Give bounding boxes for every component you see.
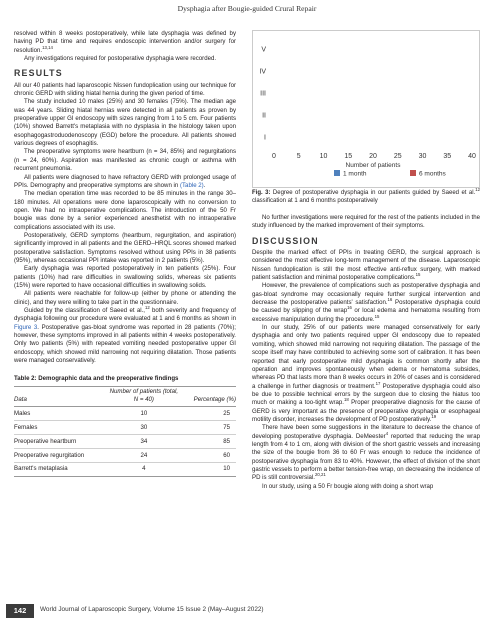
paragraph: There have been some suggestions in the literature to decrease the chance of developing postoperative dysphagia. DeMeester$^4$ reported that reducing the wrap length from 4 to 1 cm, along with division of the short gastric vessels and increasing the size of the bougie from 36 to 60 Fr was enough to reduce the incidence of postoperative dysphagia from 83 to 40%. However, the effect of division of the short gastric vessels to perform a better tension-free wrap, on decreasing the incidence of PD is still controversial.$^{20,21}$ (252, 424, 480, 482)
y-tick-label: V (261, 46, 266, 54)
page-number: 142 (6, 604, 34, 618)
running-head: Dysphagia after Bougie-guided Crural Repair (177, 4, 317, 13)
legend-swatch (334, 170, 340, 176)
x-tick-label: 0 (272, 153, 276, 160)
paragraph: All our 40 patients had laparoscopic Nissen fundoplication using our technique for chronic GERD with sliding hiatal hernia during the given period of time. (14, 81, 236, 98)
legend-swatch (410, 170, 416, 176)
paragraph: Despite the marked effect of PPIs in treating GERD, the surgical approach is considered the most effective long-term management of the disease. Laparoscopic Nissen fundoplication is still the most effective anti-reflux surgery, with marked patient satisfaction and minimal postoperative complications.$^{15}$ (252, 249, 480, 282)
paragraph: All patients were diagnosed to have refractory GERD with prolonged usage of PPIs. Demography and preoperative symptoms are shown in (Table 2). (14, 173, 236, 189)
discussion-heading: DISCUSSION (252, 235, 319, 246)
paragraph: In our study, 25% of our patients were managed conservatively for early dysphagia and only two patients required upper GI endoscopy due to repeated vomiting, which showed mild narrowing not requiring dilatation. The passage of the scope itself may have contributed to achieving some sort of calibration. It has been reported that early postoperative mild dysphagia is common shortly after the operation and improves spontaneously when edema or hematoma subsides, whereas PD that lasts more than 8 weeks occurs in 20% of cases and is considered a challenge in further diagnosis or treatment.$^{17}$ Postoperative dysphagia could also be due to possible technical errors by the surgeon due to closing the hiatus too much or making a too-tight wrap.$^{18}$ Proper preoperative diagnosis for the cause of GERD is very important as the presence of preoperative dysphagia or esophageal motility disorder, increases the development of PD postoperatively.$^{19}$ (252, 324, 480, 423)
paragraph: resolved within 8 weeks postoperatively, while late dysphagia was defined by having PD that time and requires endoscopic intervention and/or surgery for resolution.$^{13,14}$ (14, 30, 236, 54)
paragraph: All patients were reachable for follow-up (either by phone or attending the clinic), and they were willing to take part in the questionnaire. (14, 290, 236, 306)
table-row: Females 30 75 (14, 421, 236, 435)
right-column (252, 189, 480, 491)
table-row: Barrett's metaplasia 4 10 (14, 463, 236, 477)
left-column (14, 30, 236, 477)
results-heading: RESULTS (14, 68, 63, 79)
paragraph: Postoperatively, GERD symptoms (heartburn, regurgitation, and aspiration) significantly improved in all patients and the GERD–HRQL scores showed marked postoperative satisfaction. Symptoms resolved without using PPIs in 38 patients (95%), whereas occasional PPI intake was reported in 2 patients (5%). (14, 231, 236, 264)
y-tick-label: IV (259, 68, 266, 76)
paragraph: In our study, using a 50 Fr bougie along with doing a short wrap (262, 482, 434, 490)
figure-link[interactable]: Figure 3 (14, 323, 38, 331)
x-axis-label: Number of patients (345, 162, 401, 169)
paragraph: The median operation time was recorded to be 85 minutes in the range 30–180 minutes. All operations were done laparoscopically with no conversion to open. We had no intraoperative complications. The introduction of the 50 Fr bougie was done by a senior experienced anesthetist with no intraoperative complications associated with its use. (14, 190, 236, 231)
table-caption: Table 2: Demographic data and the preoperative findings (14, 375, 179, 383)
y-tick-label: II (262, 112, 266, 120)
x-tick-label: 35 (443, 153, 452, 160)
figure-caption: Fig. 3: Degree of postoperative dysphagia in our patients guided by Saeed et al.$^{12}$ classification at 1 and 6 months postoperatively (252, 187, 481, 204)
paragraph: Any investigations required for postoperative dysphagia were recorded. (24, 55, 217, 63)
figure-3 (252, 30, 480, 188)
table-row: Preoperative heartburn 34 85 (14, 435, 236, 449)
y-tick-label: I (264, 134, 266, 142)
paragraph: The preoperative symptoms were heartburn (n = 34, 85%) and regurgitations (n = 24, 60%). Aspiration was manifested as chronic cough or asthma with recurrent pneumonia. (14, 148, 236, 173)
paragraph: Guided by the classification of Saeed et al.,$^{12}$ both severity and frequency of dysphagia following our procedure were evaluated at 1 and 6 months as shown in Figure 3. Postoperative gas-bloat syndrome was reported in 28 patients (70%); however, these symptoms improved in all patients within 4 weeks postoperatively. Only two patients (5%) with repeated vomiting needed postoperative upper GI endoscopy, which showed mild narrowing not requiring dilatation. Those patients were managed conservatively. (14, 304, 236, 365)
paragraph: Early dysphagia was reported postoperatively in ten patients (25%). Four patients (10%) had rare difficulties in swallowing solids, whereas six patients (15%) were reported to have occasional difficulties in swallowing solids. (14, 265, 236, 289)
x-tick-label: 40 (468, 153, 476, 160)
x-tick-label: 25 (393, 153, 402, 160)
journal-citation: World Journal of Laparoscopic Surgery, Volume 15 Issue 2 (May–August 2022) (40, 606, 264, 613)
demographics-table (14, 386, 236, 477)
paragraph: No further investigations were required for the rest of the patients included in the study influenced by the marked improvement of their symptoms. (252, 214, 480, 230)
x-tick-label: 5 (296, 153, 301, 160)
table-header: Percentage (%) (180, 386, 236, 407)
y-tick-label: III (260, 90, 266, 98)
x-tick-label: 30 (418, 153, 427, 160)
table-row: Preoperative regurgitation 24 60 (14, 449, 236, 463)
page-footer (0, 600, 494, 622)
legend-label: 6 months (419, 170, 446, 178)
legend-label: 1 month (343, 170, 367, 178)
table-header: Number of patients (total, N = 40) (107, 386, 180, 407)
x-tick-label: 15 (344, 153, 353, 160)
x-tick-label: 10 (319, 153, 328, 160)
paragraph: However, the prevalence of complications such as postoperative dysphagia and gas-bloat syndrome may occasionally require further surgical intervention and decrease the postoperative patients' satisfaction.$^{16}$ Postoperative dysphagia could be caused by slipping of the wrap$^{16}$ or local edema and hematoma resulting from excessive manipulation during the procedure.$^{15}$ (252, 282, 481, 323)
table-header: Data (14, 386, 107, 407)
table-row: Males 10 25 (14, 407, 236, 421)
paragraph: The study included 10 males (25%) and 30 females (75%). The median age was 44 years. Sliding hiatal hernias were detected in all patients as proven by preoperative upper GI endoscopy with sizes ranging from 1 to 5 cm. Four patients (10%) showed Barrett's metaplasia with no dysplasia in the histology taken upon esophagogastroduodenoscopy (EGD) before the procedure. All patients showed various degrees of esophagitis. (14, 98, 236, 148)
x-tick-label: 20 (369, 153, 377, 160)
dysphagia-chart (252, 30, 480, 188)
table-link[interactable]: (Table 2) (179, 181, 204, 189)
